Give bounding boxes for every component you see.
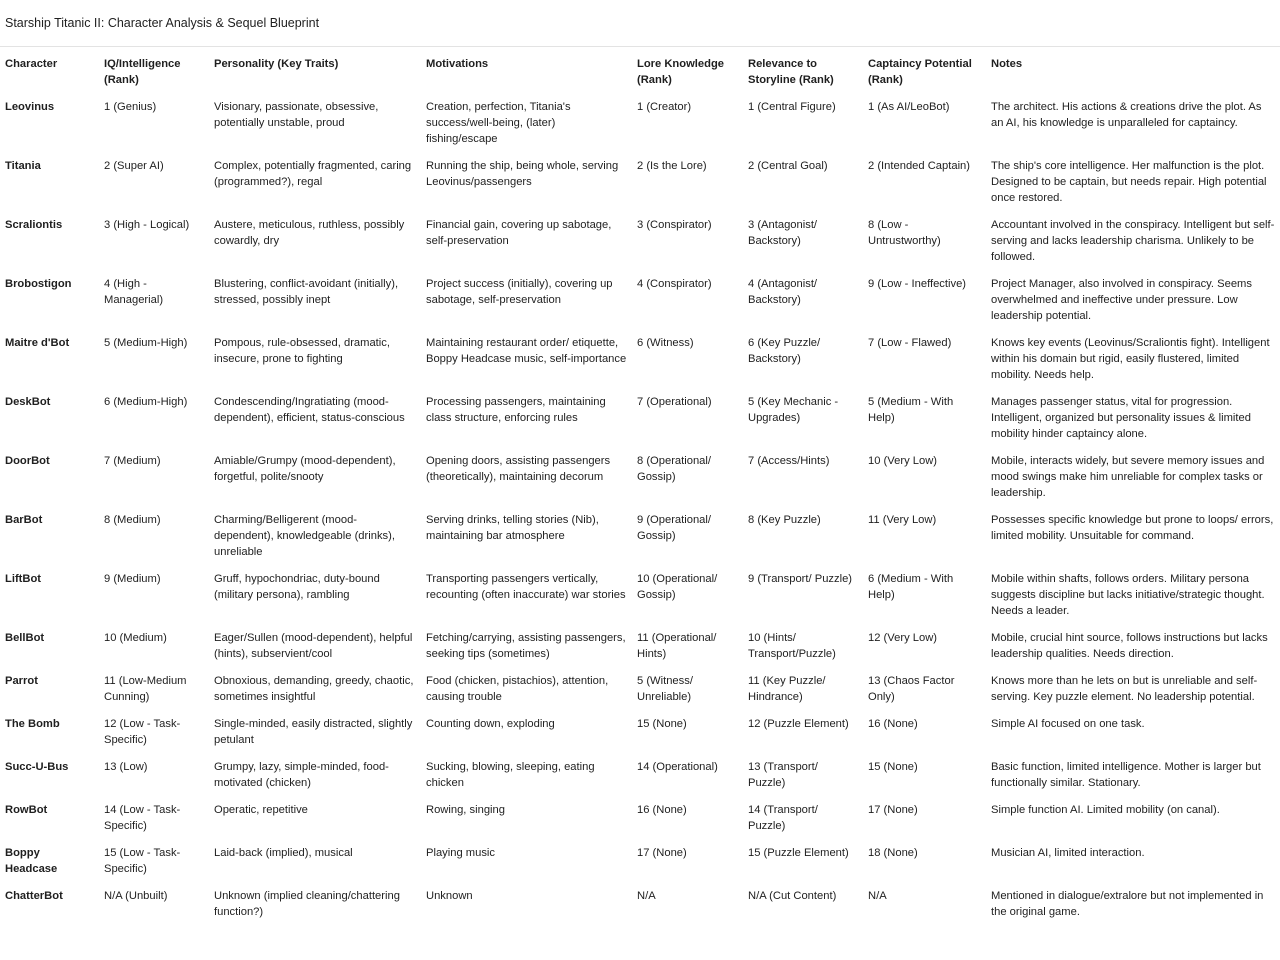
- cell-personality: Eager/Sullen (mood-dependent), helpful (hints), subservient/cool: [214, 632, 413, 660]
- cell-iq: 12 (Low - Task-Specific): [104, 718, 181, 746]
- cell-personality: Grumpy, lazy, simple-minded, food-motivated (chicken): [214, 761, 389, 789]
- cell-notes: Possesses specific knowledge but prone to loops/ errors, limited mobility. Unsuitable for command.: [991, 514, 1274, 542]
- header-relevance: Relevance to Storyline (Rank): [748, 58, 834, 86]
- cell-motivations: Counting down, exploding: [426, 718, 555, 730]
- cell-relevance: 10 (Hints/ Transport/Puzzle): [748, 632, 836, 660]
- table-row: [0, 630, 1280, 673]
- cell-relevance: 12 (Puzzle Element): [748, 718, 849, 730]
- cell-personality: Visionary, passionate, obsessive, potentially unstable, proud: [214, 101, 379, 129]
- cell-iq: 6 (Medium-High): [104, 396, 188, 408]
- cell-motivations: Maintaining restaurant order/ etiquette, Boppy Headcase music, self-importance: [426, 337, 627, 365]
- cell-notes: Mobile, crucial hint source, follows instructions but lacks leadership qualities. Needs direction.: [991, 632, 1268, 660]
- cell-character: BellBot: [5, 632, 45, 644]
- cell-character: Boppy Headcase: [5, 847, 58, 875]
- cell-personality: Unknown (implied cleaning/chattering function?): [214, 890, 400, 918]
- table-row: [0, 335, 1280, 394]
- cell-personality: Gruff, hypochondriac, duty-bound (military persona), rambling: [214, 573, 380, 601]
- cell-character: RowBot: [5, 804, 48, 816]
- cell-character: DeskBot: [5, 396, 51, 408]
- cell-iq: 14 (Low - Task-Specific): [104, 804, 181, 832]
- table-header-row: [0, 56, 1280, 99]
- cell-captaincy: 13 (Chaos Factor Only): [868, 675, 955, 703]
- cell-lore: 17 (None): [637, 847, 687, 859]
- cell-relevance: 2 (Central Goal): [748, 160, 828, 172]
- cell-relevance: 15 (Puzzle Element): [748, 847, 849, 859]
- cell-iq: 1 (Genius): [104, 101, 157, 113]
- cell-motivations: Opening doors, assisting passengers (theoretically), maintaining decorum: [426, 455, 611, 483]
- cell-captaincy: 16 (None): [868, 718, 918, 730]
- cell-motivations: Project success (initially), covering up sabotage, self-preservation: [426, 278, 613, 306]
- cell-lore: 6 (Witness): [637, 337, 694, 349]
- cell-notes: The ship's core intelligence. Her malfunction is the plot. Designed to be captain, but needs repair. High potential once restored.: [991, 160, 1267, 204]
- cell-character: ChatterBot: [5, 890, 63, 902]
- cell-iq: 9 (Medium): [104, 573, 161, 585]
- cell-personality: Charming/Belligerent (mood-dependent), knowledgeable (drinks), unreliable: [214, 514, 395, 558]
- cell-iq: 11 (Low-Medium Cunning): [104, 675, 187, 703]
- cell-captaincy: 11 (Very Low): [868, 514, 937, 526]
- cell-notes: Manages passenger status, vital for progression. Intelligent, organized but personality issues & limited mobility hinder captaincy alone.: [991, 396, 1251, 440]
- cell-iq: 7 (Medium): [104, 455, 161, 467]
- table-row: [0, 845, 1280, 888]
- cell-motivations: Food (chicken, pistachios), attention, causing trouble: [426, 675, 609, 703]
- header-captaincy: Captaincy Potential (Rank): [868, 58, 972, 86]
- cell-notes: Mobile, interacts widely, but severe memory issues and mood swings make him unreliable for complex tasks or leadership.: [991, 455, 1265, 499]
- cell-notes: Simple function AI. Limited mobility (on canal).: [991, 804, 1220, 816]
- cell-personality: Complex, potentially fragmented, caring (programmed?), regal: [214, 160, 412, 188]
- cell-motivations: Financial gain, covering up sabotage, self-preservation: [426, 219, 612, 247]
- cell-motivations: Rowing, singing: [426, 804, 505, 816]
- cell-lore: 11 (Operational/ Hints): [637, 632, 717, 660]
- cell-captaincy: 10 (Very Low): [868, 455, 938, 467]
- cell-character: DoorBot: [5, 455, 50, 467]
- cell-relevance: 5 (Key Mechanic - Upgrades): [748, 396, 839, 424]
- header-iq: IQ/Intelligence (Rank): [104, 58, 181, 86]
- cell-iq: 13 (Low): [104, 761, 148, 773]
- cell-captaincy: 5 (Medium - With Help): [868, 396, 954, 424]
- page-title: Starship Titanic II: Character Analysis & Sequel Blueprint: [5, 16, 320, 30]
- cell-character: LiftBot: [5, 573, 42, 585]
- table-row: [0, 276, 1280, 335]
- cell-personality: Laid-back (implied), musical: [214, 847, 353, 859]
- cell-notes: Knows more than he lets on but is unreliable and self-serving. Key puzzle element. No leadership potential.: [991, 675, 1258, 703]
- cell-motivations: Creation, perfection, Titania's success/well-being, (later) fishing/escape: [426, 101, 571, 145]
- cell-lore: 15 (None): [637, 718, 687, 730]
- header-character: Character: [5, 58, 58, 70]
- table-row: [0, 99, 1280, 158]
- cell-lore: 4 (Conspirator): [637, 278, 712, 290]
- cell-notes: The architect. His actions & creations drive the plot. As an AI, his knowledge is unparalleled for captaincy.: [991, 101, 1262, 129]
- header-motivations: Motivations: [426, 58, 489, 70]
- cell-motivations: Processing passengers, maintaining class structure, enforcing rules: [426, 396, 606, 424]
- cell-motivations: Serving drinks, telling stories (Nib), maintaining bar atmosphere: [426, 514, 599, 542]
- cell-character: Succ-U-Bus: [5, 761, 69, 773]
- title-divider: [0, 46, 1280, 47]
- table-row: [0, 888, 1280, 931]
- cell-lore: 5 (Witness/ Unreliable): [637, 675, 693, 703]
- table-row: [0, 571, 1280, 630]
- cell-relevance: 9 (Transport/ Puzzle): [748, 573, 853, 585]
- cell-iq: 3 (High - Logical): [104, 219, 190, 231]
- cell-motivations: Fetching/carrying, assisting passengers, seeking tips (sometimes): [426, 632, 626, 660]
- cell-lore: 3 (Conspirator): [637, 219, 712, 231]
- table-row: [0, 394, 1280, 453]
- cell-lore: 1 (Creator): [637, 101, 692, 113]
- cell-captaincy: 6 (Medium - With Help): [868, 573, 954, 601]
- cell-captaincy: N/A: [868, 890, 887, 902]
- cell-character: BarBot: [5, 514, 43, 526]
- cell-captaincy: 9 (Low - Ineffective): [868, 278, 967, 290]
- table-row: [0, 512, 1280, 571]
- cell-character: Leovinus: [5, 101, 55, 113]
- cell-captaincy: 18 (None): [868, 847, 918, 859]
- cell-relevance: 4 (Antagonist/ Backstory): [748, 278, 818, 306]
- table-row: [0, 802, 1280, 845]
- cell-personality: Single-minded, easily distracted, slightly petulant: [214, 718, 413, 746]
- cell-iq: N/A (Unbuilt): [104, 890, 168, 902]
- cell-notes: Accountant involved in the conspiracy. Intelligent but self-serving and lacks leadership charisma. Unlikely to be followed.: [991, 219, 1275, 263]
- cell-iq: 10 (Medium): [104, 632, 167, 644]
- cell-motivations: Running the ship, being whole, serving Leovinus/passengers: [426, 160, 619, 188]
- table-row: [0, 759, 1280, 802]
- cell-iq: 8 (Medium): [104, 514, 161, 526]
- cell-character: Titania: [5, 160, 41, 172]
- cell-iq: 2 (Super AI): [104, 160, 164, 172]
- cell-relevance: 14 (Transport/ Puzzle): [748, 804, 818, 832]
- cell-captaincy: 8 (Low - Untrustworthy): [868, 219, 941, 247]
- cell-notes: Basic function, limited intelligence. Mother is larger but functionally similar. Stationary.: [991, 761, 1261, 789]
- header-lore: Lore Knowledge (Rank): [637, 58, 725, 86]
- cell-notes: Project Manager, also involved in conspiracy. Seems overwhelmed and ineffective under pressure. Low leadership potential.: [991, 278, 1252, 322]
- cell-lore: 7 (Operational): [637, 396, 712, 408]
- cell-notes: Mobile within shafts, follows orders. Military persona suggests discipline but lacks initiative/strategic thought. Needs a leader.: [991, 573, 1265, 617]
- cell-notes: Musician AI, limited interaction.: [991, 847, 1145, 859]
- cell-relevance: 7 (Access/Hints): [748, 455, 830, 467]
- cell-relevance: 6 (Key Puzzle/ Backstory): [748, 337, 821, 365]
- cell-personality: Operatic, repetitive: [214, 804, 308, 816]
- table-row: [0, 716, 1280, 759]
- cell-notes: Simple AI focused on one task.: [991, 718, 1145, 730]
- cell-motivations: Sucking, blowing, sleeping, eating chicken: [426, 761, 595, 789]
- cell-personality: Amiable/Grumpy (mood-dependent), forgetful, polite/snooty: [214, 455, 396, 483]
- cell-relevance: 13 (Transport/ Puzzle): [748, 761, 818, 789]
- cell-character: Parrot: [5, 675, 38, 687]
- cell-lore: 14 (Operational): [637, 761, 718, 773]
- table-row: [0, 453, 1280, 512]
- cell-character: Scraliontis: [5, 219, 63, 231]
- cell-captaincy: 7 (Low - Flawed): [868, 337, 952, 349]
- cell-captaincy: 12 (Very Low): [868, 632, 938, 644]
- cell-lore: 16 (None): [637, 804, 687, 816]
- header-notes: Notes: [991, 58, 1023, 70]
- table-row: [0, 158, 1280, 217]
- cell-relevance: N/A (Cut Content): [748, 890, 837, 902]
- cell-iq: 15 (Low - Task-Specific): [104, 847, 181, 875]
- cell-relevance: 8 (Key Puzzle): [748, 514, 821, 526]
- cell-character: The Bomb: [5, 718, 60, 730]
- cell-motivations: Playing music: [426, 847, 496, 859]
- cell-lore: 8 (Operational/ Gossip): [637, 455, 712, 483]
- cell-notes: Knows key events (Leovinus/Scraliontis fight). Intelligent within his domain but rigid, easily flustered, limited mobility. Needs help.: [991, 337, 1270, 381]
- cell-captaincy: 1 (As AI/LeoBot): [868, 101, 950, 113]
- cell-relevance: 11 (Key Puzzle/ Hindrance): [748, 675, 826, 703]
- cell-notes: Mentioned in dialogue/extralore but not implemented in the original game.: [991, 890, 1264, 918]
- cell-personality: Blustering, conflict-avoidant (initially), stressed, possibly inept: [214, 278, 399, 306]
- cell-lore: 10 (Operational/ Gossip): [637, 573, 718, 601]
- cell-captaincy: 2 (Intended Captain): [868, 160, 970, 172]
- cell-captaincy: 15 (None): [868, 761, 918, 773]
- table-row: [0, 673, 1280, 716]
- cell-lore: N/A: [637, 890, 656, 902]
- cell-motivations: Unknown: [426, 890, 473, 902]
- table-row: [0, 217, 1280, 276]
- character-table: [0, 56, 1280, 931]
- cell-relevance: 1 (Central Figure): [748, 101, 836, 113]
- cell-relevance: 3 (Antagonist/ Backstory): [748, 219, 818, 247]
- cell-character: Brobostigon: [5, 278, 72, 290]
- cell-motivations: Transporting passengers vertically, recounting (often inaccurate) war stories: [426, 573, 626, 601]
- cell-personality: Condescending/Ingratiating (mood-dependent), efficient, status-conscious: [214, 396, 405, 424]
- cell-personality: Obnoxious, demanding, greedy, chaotic, sometimes insightful: [214, 675, 414, 703]
- table-body: [0, 99, 1280, 931]
- cell-iq: 4 (High - Managerial): [104, 278, 164, 306]
- header-personality: Personality (Key Traits): [214, 58, 339, 70]
- cell-lore: 9 (Operational/ Gossip): [637, 514, 712, 542]
- cell-iq: 5 (Medium-High): [104, 337, 188, 349]
- cell-personality: Austere, meticulous, ruthless, possibly cowardly, dry: [214, 219, 405, 247]
- cell-captaincy: 17 (None): [868, 804, 918, 816]
- cell-lore: 2 (Is the Lore): [637, 160, 707, 172]
- cell-personality: Pompous, rule-obsessed, dramatic, insecure, prone to fighting: [214, 337, 390, 365]
- cell-character: Maitre d'Bot: [5, 337, 70, 349]
